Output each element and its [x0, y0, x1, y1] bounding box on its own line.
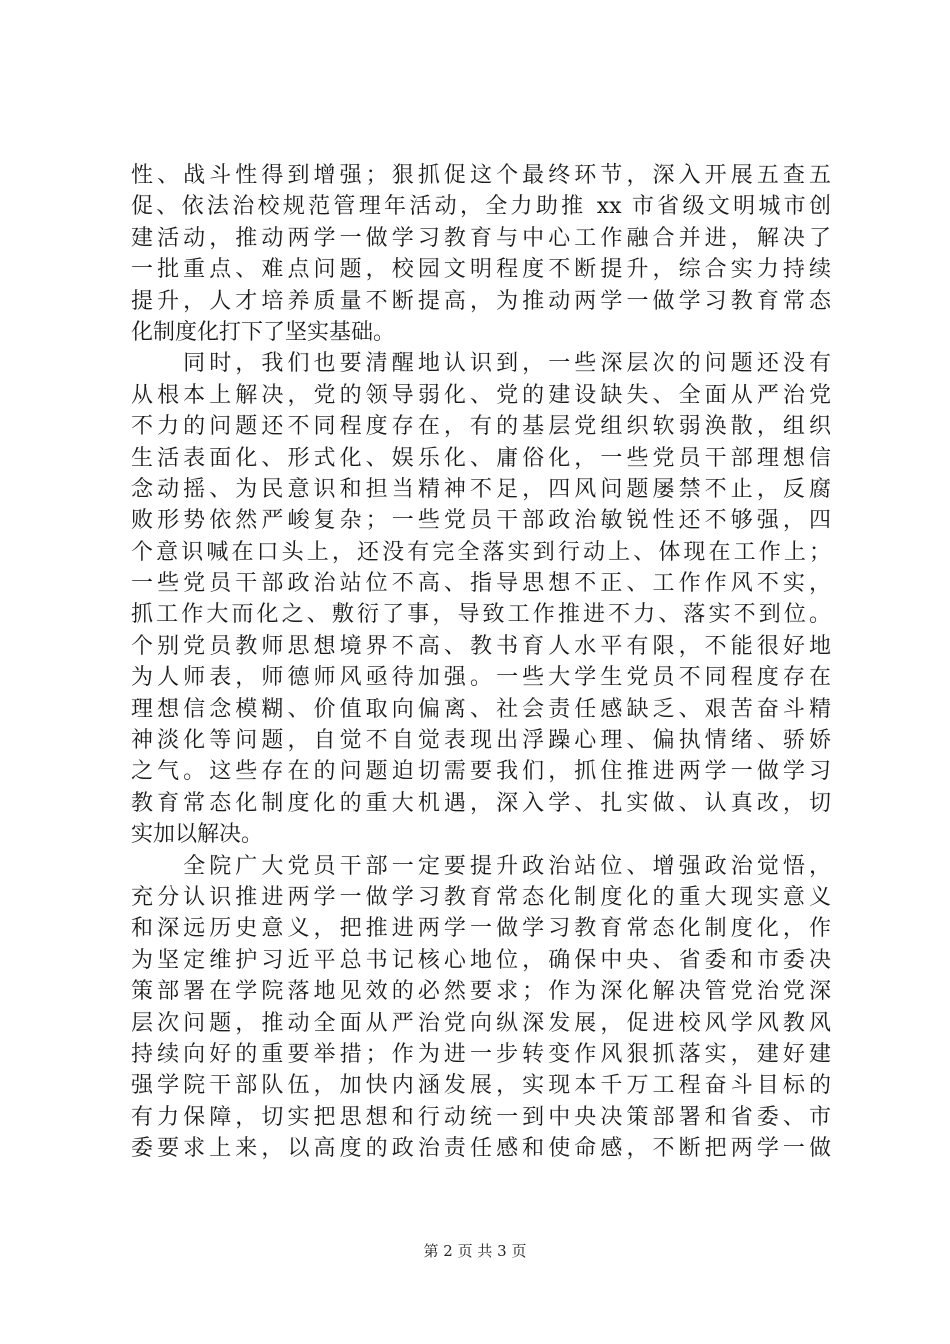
- text-line: 强学院干部队伍，加快内涵发展，实现本千万工程奋斗目标的: [131, 1073, 831, 1099]
- text-line: 个意识喊在口头上，还没有完全落实到行动上、体现在工作上；: [131, 539, 831, 565]
- text-line: 全院广大党员干部一定要提升政治站位、增强政治觉悟，: [131, 853, 831, 879]
- text-line: 和深远历史意义，把推进两学一做学习教育常态化制度化，作: [131, 916, 831, 942]
- text-line: 策部署在学院落地见效的必然要求；作为深化解决管党治党深: [131, 979, 831, 1005]
- text-line: 促、依法治校规范管理年活动，全力助推 xx 市省级文明城市创: [131, 194, 831, 220]
- text-line: 委要求上来，以高度的政治责任感和使命感，不断把两学一做: [131, 1136, 831, 1162]
- text-line: 同时，我们也要清醒地认识到，一些深层次的问题还没有: [131, 351, 831, 377]
- text-line: 之气。这些存在的问题迫切需要我们，抓住推进两学一做学习: [131, 759, 831, 785]
- text-line: 念动摇、为民意识和担当精神不足，四风问题屡禁不止，反腐: [131, 476, 831, 502]
- text-line: 性、战斗性得到增强；狠抓促这个最终环节，深入开展五查五: [131, 163, 831, 188]
- page-footer: 第 2 页 共 3 页: [423, 1242, 527, 1260]
- text-line: 为坚定维护习近平总书记核心地位，确保中央、省委和市委决: [131, 947, 831, 973]
- text-line: 从根本上解决，党的领导弱化、党的建设缺失、全面从严治党: [131, 382, 831, 408]
- text-line: 有力保障，切实把思想和行动统一到中央决策部署和省委、市: [131, 1104, 831, 1130]
- text-line: 实加以解决。: [131, 822, 264, 848]
- text-line: 个别党员教师思想境界不高、教书育人水平有限，不能很好地: [131, 633, 831, 659]
- text-line: 一批重点、难点问题，校园文明程度不断提升，综合实力持续: [131, 257, 831, 283]
- text-line: 建活动，推动两学一做学习教育与中心工作融合并进，解决了: [131, 225, 831, 251]
- text-line: 生活表面化、形式化、娱乐化、庸俗化，一些党员干部理想信: [131, 445, 831, 471]
- text-line: 提升，人才培养质量不断提高，为推动两学一做学习教育常态: [131, 288, 831, 314]
- text-line: 不力的问题还不同程度存在，有的基层党组织软弱涣散，组织: [131, 414, 831, 440]
- text-line: 教育常态化制度化的重大机遇，深入学、扎实做、认真改，切: [131, 790, 831, 816]
- text-line: 层次问题，推动全面从严治党向纵深发展，促进校风学风教风: [131, 1010, 831, 1036]
- text-line: 败形势依然严峻复杂；一些党员干部政治敏锐性还不够强，四: [131, 508, 831, 534]
- text-line: 一些党员干部政治站位不高、指导思想不正、工作作风不实，: [131, 571, 831, 597]
- text-line: 持续向好的重要举措；作为进一步转变作风狠抓落实，建好建: [131, 1041, 831, 1067]
- text-line: 神淡化等问题，自觉不自觉表现出浮躁心理、偏执情绪、骄娇: [131, 728, 831, 754]
- text-line: 化制度化打下了坚实基础。: [131, 319, 396, 345]
- text-line: 抓工作大而化之、敷衍了事，导致工作推进不力、落实不到位。: [131, 602, 831, 628]
- text-line: 充分认识推进两学一做学习教育常态化制度化的重大现实意义: [131, 884, 831, 910]
- text-line: 理想信念模糊、价值取向偏离、社会责任感缺乏、艰苦奋斗精: [131, 696, 831, 722]
- body-text: [131, 160, 831, 1165]
- text-line: 为人师表，师德师风亟待加强。一些大学生党员不同程度存在: [131, 665, 831, 691]
